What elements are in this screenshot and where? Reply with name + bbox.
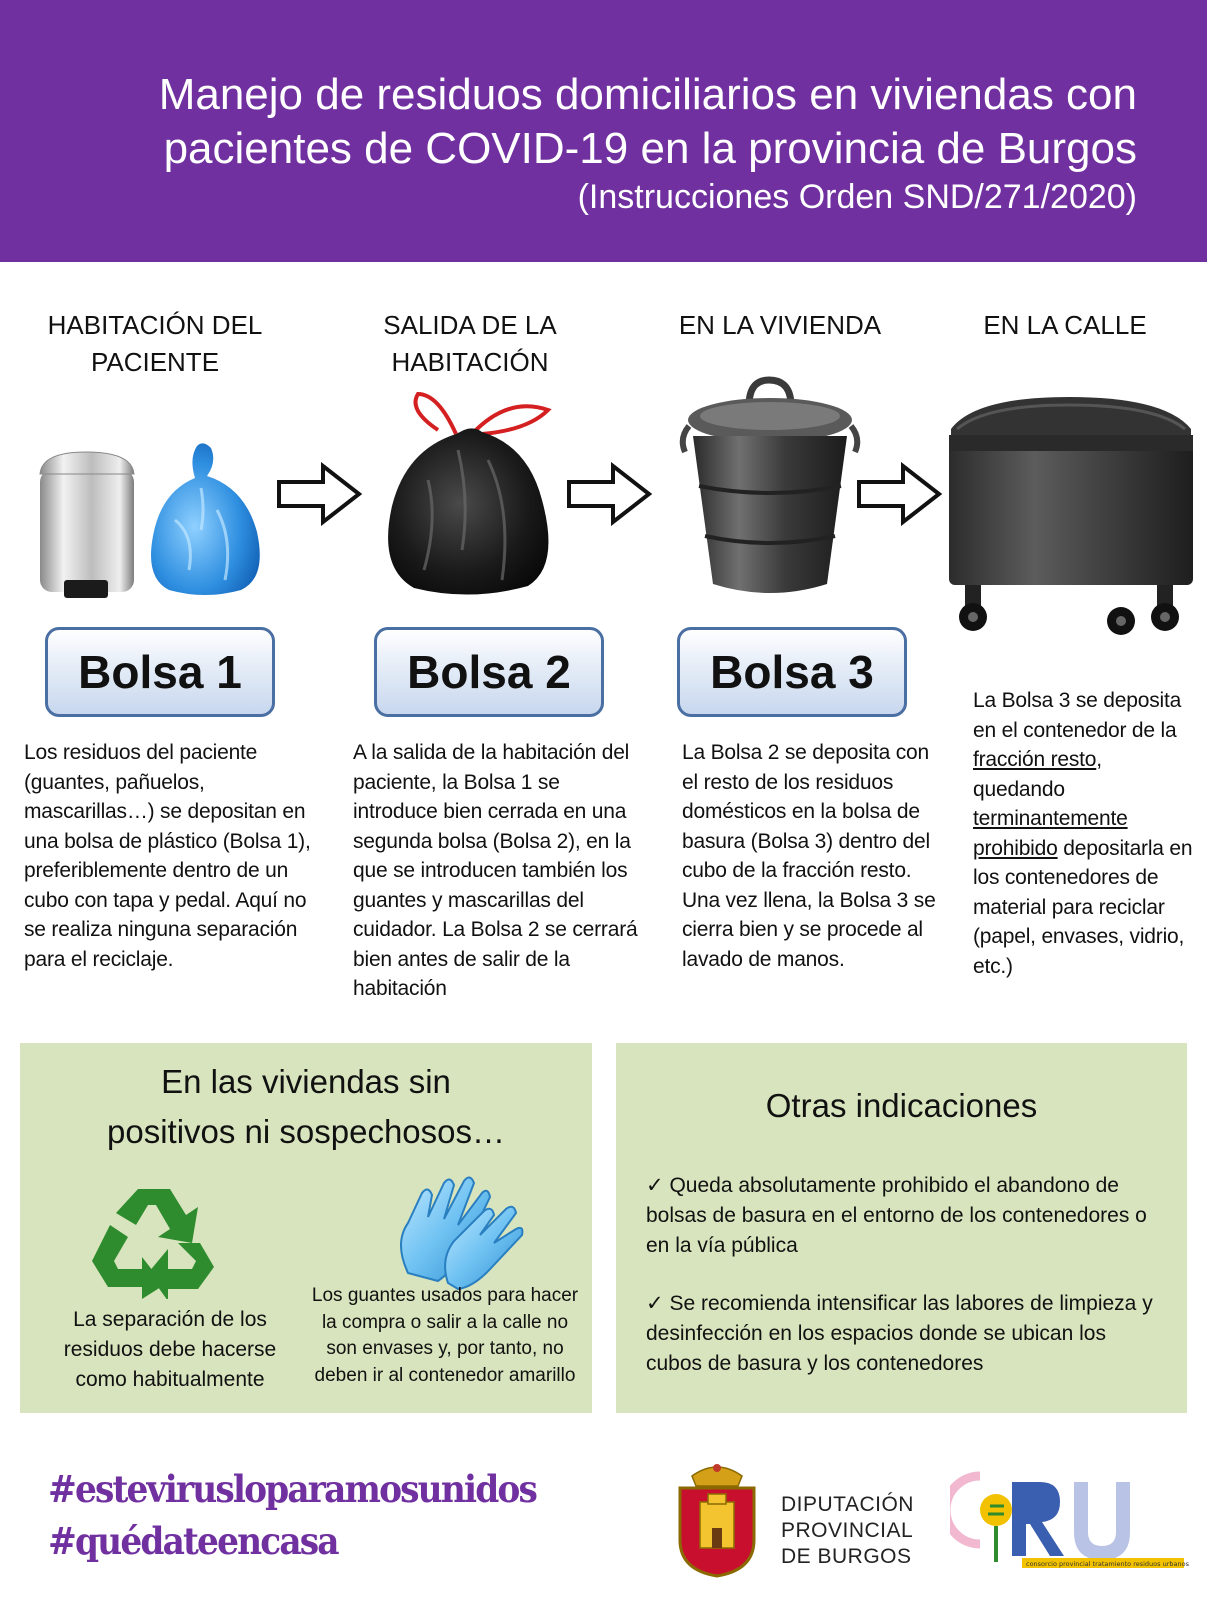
check-icon: ✓ — [646, 1292, 664, 1315]
gloves-icon — [388, 1163, 528, 1293]
coat-of-arms-logo — [672, 1458, 762, 1578]
heading-patient-room: HABITACIÓN DEL PACIENTE — [47, 310, 263, 377]
heading-room-exit: SALIDA DE LA HABITACIÓN — [383, 310, 557, 377]
pedal-bin-icon — [36, 448, 138, 600]
recycle-icon — [92, 1181, 216, 1299]
hashtag-stop-virus: #estevirusloparamosunidos — [48, 1467, 537, 1511]
arrow-right-icon — [275, 462, 363, 526]
heading-in-home: EN LA VIVIENDA — [678, 310, 882, 340]
arrow-right-icon — [565, 462, 653, 526]
header-banner — [0, 0, 1207, 262]
trash-can-icon — [675, 376, 865, 604]
recycle-caption: La separación de los residuos debe hacerse como habitualmente — [63, 1308, 277, 1391]
list-item: ✓ Queda absolutamente prohibido el abandono de bolsas de basura en el entorno de los contenedores o en la vía pública — [646, 1174, 1147, 1257]
street-container-icon — [945, 395, 1197, 647]
consortium-logo — [950, 1470, 1190, 1570]
blue-plastic-bag-icon — [145, 440, 267, 598]
bag-2-label: Bolsa 2 — [374, 627, 604, 717]
bag-3-label: Bolsa 3 — [677, 627, 907, 717]
list-item: ✓ Se recomienda intensificar las labores de limpieza y desinfección en los espacios donde se ubican los cubos de basura y los contenedores — [646, 1292, 1153, 1375]
underlined-remainder-fraction: fracción resto — [973, 748, 1097, 771]
black-garbage-bag-icon — [378, 390, 560, 600]
in-home-description: La Bolsa 2 se deposita con el resto de los residuos domésticos en la bolsa de basura (Bolsa 3) dentro del cubo de la fracción resto. Una vez llena, la Bolsa 3 se cierra bien y se procede al lavado de manos. — [682, 741, 936, 971]
page-subtitle: (Instrucciones Orden SND/271/2020) — [577, 178, 1137, 216]
arrow-right-icon — [855, 462, 943, 526]
no-positives-box — [20, 1043, 592, 1413]
room-exit-description: A la salida de la habitación del paciente, la Bolsa 1 se introduce bien cerrada en una segunda bolsa (Bolsa 2), en la que se introducen también los guantes y mascarillas del cuidador. La Bolsa 2 se cerrará bien antes de salir de la habitación — [353, 741, 638, 1000]
other-indications-title: Otras indicaciones — [765, 1087, 1038, 1124]
underlined-strictly-forbidden: terminantemente prohibido — [973, 807, 1128, 860]
hashtag-stay-home: #quédateencasa — [48, 1519, 338, 1563]
heading-in-street: EN LA CALLE — [983, 310, 1147, 340]
gloves-caption: Los guantes usados para hacer la compra o salir a la calle no son envases y, por tanto, no deben ir al contenedor amarillo — [311, 1285, 579, 1386]
hashtags — [48, 1463, 536, 1567]
bag-1-label: Bolsa 1 — [45, 627, 275, 717]
page-title-line2: pacientes de COVID-19 en la provincia de Burgos — [163, 124, 1137, 173]
in-street-description: La Bolsa 3 se deposita en el contenedor de la fracción resto, quedando terminantemente prohibido depositarla en los contenedores de material para reciclar (papel, envases, vidrio, etc.) — [973, 689, 1193, 978]
no-positives-title: En las viviendas sin positivos ni sospechosos… — [106, 1063, 506, 1150]
patient-room-description: Los residuos del paciente (guantes, pañuelos, mascarillas…) se depositan en una bolsa de plástico (Bolsa 1), preferiblemente dentro de un cubo con tapa y pedal. Aquí no se realiza ninguna separación para el reciclaje. — [24, 741, 311, 971]
diputacion-name: DIPUTACIÓN PROVINCIAL DE BURGOS — [781, 1493, 914, 1568]
check-icon: ✓ — [646, 1174, 664, 1197]
page-title-line1: Manejo de residuos domiciliarios en viviendas con — [158, 70, 1137, 119]
svg-text:consorcio provincial tratamien: consorcio provincial tratamiento residuos urbanos — [1026, 1560, 1189, 1568]
other-indications-box — [616, 1043, 1187, 1413]
